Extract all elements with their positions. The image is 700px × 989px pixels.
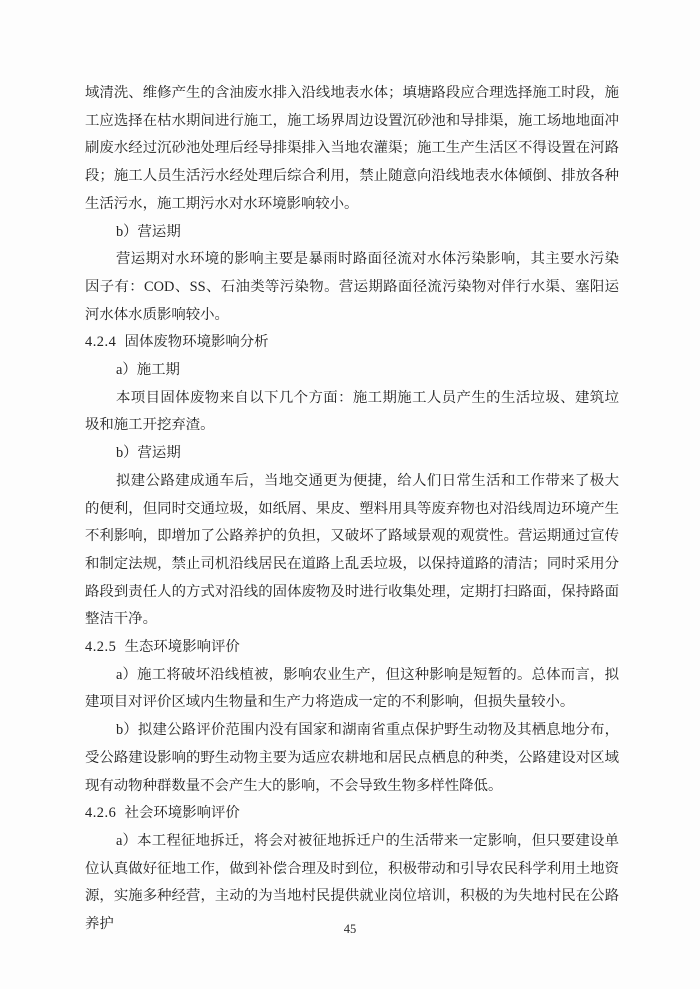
paragraph: 本项目固体废物来自以下几个方面：施工期施工人员产生的生活垃圾、建筑垃圾和施工开挖弃渣。 (85, 389, 619, 434)
section-heading (85, 329, 619, 357)
subsection-label: b）营运期 (115, 223, 181, 240)
section-title: 固体废物环境影响分析 (124, 334, 269, 351)
section-number: 4.2.4 (85, 334, 117, 351)
section-heading (85, 800, 619, 828)
paragraph: 营运期对水环境的影响主要是暴雨时路面径流对水体污染影响，其主要水污染因子有：COD、SS、石油类等污染物。营运期路面径流污染物对伴行水渠、塞阳运河水体水质影响较小。 (85, 251, 619, 323)
paragraph: 拟建公路建成通车后，当地交通更为便捷，给人们日常生活和工作带来了极大的便利，但同时交通垃圾，如纸屑、果皮、塑料用具等废弃物也对沿线周边环境产生不利影响，即增加了公路养护的负担，又破坏了路域景观的观赏性。营运期通过宣传和制定法规，禁止司机沿线居民在道路上乱丢垃圾，以保持道路的清洁；同时采用分路段到责任人的方式对沿线的固体废物及时进行收集处理，定期打扫路面，保持路面整洁干净。 (85, 472, 619, 628)
section-title: 社会环境影响评价 (124, 805, 240, 822)
section-heading (85, 634, 619, 662)
section-number: 4.2.6 (85, 805, 117, 822)
paragraph: b）拟建公路评价范围内没有国家和湖南省重点保护野生动物及其栖息地分布，受公路建设影响的野生动物主要为适应农耕地和居民点栖息的种类，公路建设对区域现有动物种群数量不会产生大的影响，不会导致生物多样性降低。 (85, 722, 619, 794)
section-title: 生态环境影响评价 (124, 639, 240, 656)
subsection-label: a）施工期 (115, 362, 180, 379)
paragraph: a）本工程征地拆迁，将会对被征地拆迁户的生活带来一定影响，但只要建设单位认真做好征地工作，做到补偿合理及时到位，积极带动和引导农民科学利用土地资源，实施多种经营，主动的为当地村民提供就业岗位培训，积极的为失地村民在公路养护 (85, 832, 619, 933)
subsection-label: b）营运期 (115, 445, 181, 462)
paragraph: 域清洗、维修产生的含油废水排入沿线地表水体；填塘路段应合理选择施工时段，施工应选择在枯水期间进行施工，施工场界周边设置沉砂池和导排渠，施工场地地面冲刷废水经过沉砂池处理后经导排渠排入当地农灌渠；施工生产生活区不得设置在河路段；施工人员生活污水经处理后综合利用，禁止随意向沿线地表水体倾倒、排放各种生活污水，施工期污水对水环境影响较小。 (85, 85, 619, 212)
page-number: 45 (343, 922, 357, 936)
paragraph: a）施工将破坏沿线植被，影响农业生产，但这种影响是短暂的。总体而言，拟建项目对评价区域内生物量和生产力将造成一定的不利影响，但损失量较小。 (85, 666, 619, 711)
section-number: 4.2.5 (85, 639, 117, 656)
document-body (85, 80, 619, 939)
